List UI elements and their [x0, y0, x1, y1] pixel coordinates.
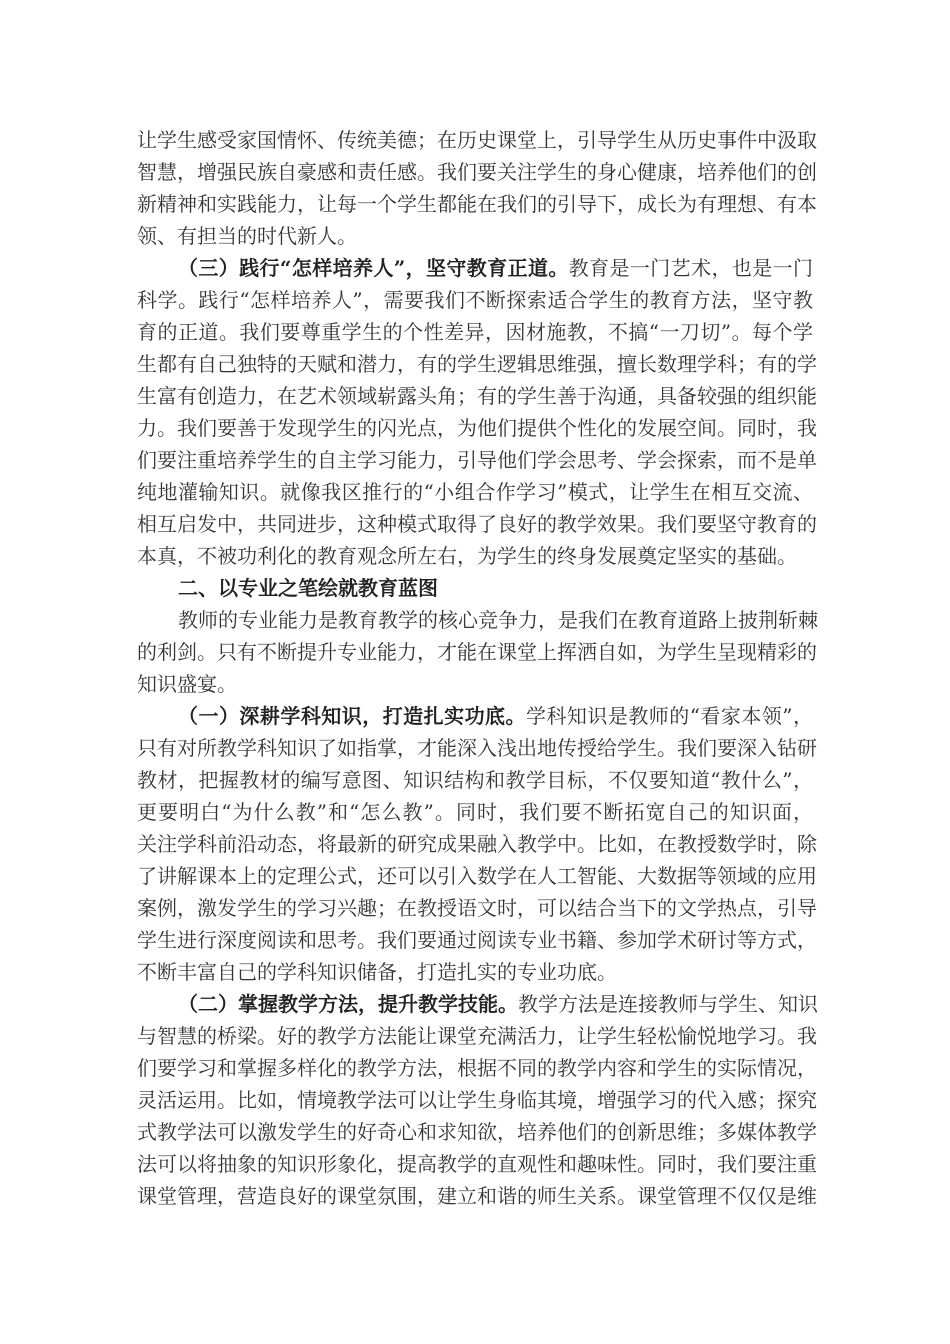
line-text: 力。我们要善于发现学生的闪光点，为他们提供个性化的发展空间。同时，我 — [137, 416, 817, 440]
paragraph — [137, 604, 818, 700]
text-line — [137, 156, 817, 188]
line-text: 学科知识是教师的“看家本领”， — [525, 704, 814, 728]
line-text: 新精神和实践能力，让每一个学生都能在我们的引导下，成长为有理想、有本 — [137, 192, 817, 216]
text-line — [137, 1020, 817, 1052]
line-text: 科学。践行“怎样培养人”，需要我们不断探索适合学生的教育方法，坚守教 — [137, 288, 813, 312]
line-text: 育的正道。我们要尊重学生的个性差异，因材施教，不搞“一刀切”。每个学 — [137, 320, 813, 344]
heading-text: 二、以专业之笔绘就教育蓝图 — [178, 576, 438, 600]
text-line — [137, 668, 813, 700]
line-text: 生富有创造力，在艺术领域崭露头角；有的学生善于沟通，具备较强的组织能 — [137, 384, 817, 408]
line-text: 相互启发中，共同进步，这种模式取得了良好的教学效果。我们要坚守教育的 — [137, 512, 817, 536]
line-text: 式教学法可以激发学生的好奇心和求知欲，培养他们的创新思维；多媒体教学 — [137, 1120, 817, 1144]
text-line — [137, 860, 817, 892]
section-heading — [137, 572, 813, 604]
text-line — [137, 1084, 817, 1116]
line-text: 教学方法是连接教师与学生、知识 — [518, 992, 818, 1016]
text-line — [137, 188, 817, 220]
line-text: 的利剑。只有不断提升专业能力，才能在课堂上挥洒自如，为学生呈现精彩的 — [137, 640, 817, 664]
text-line — [137, 956, 813, 988]
line-text: 关注学科前沿动态，将最新的研究成果融入教学中。比如，在教授数学时，除 — [137, 832, 817, 856]
line-text: 更要明白“为什么教”和“怎么教”。同时，我们要不断拓宽自己的知识面， — [137, 800, 813, 824]
line-text: 课堂管理，营造良好的课堂氛围，建立和谐的师生关系。课堂管理不仅仅是维 — [137, 1184, 817, 1208]
text-line — [137, 252, 813, 284]
line-text: 与智慧的桥梁。好的教学方法能让课堂充满活力，让学生轻松愉悦地学习。我 — [137, 1024, 817, 1048]
line-text: 只有对所教学科知识了如指掌，才能深入浅出地传授给学生。我们要深入钻研 — [137, 736, 817, 760]
bold-lead-in: （三）践行“怎样培养人”，坚守教育正道。 — [178, 256, 569, 280]
line-text: 案例，激发学生的学习兴趣；在教授语文时，可以结合当下的文学热点，引导 — [137, 896, 817, 920]
text-line — [137, 892, 817, 924]
line-text: 灵活运用。比如，情境教学法可以让学生身临其境，增强学习的代入感；探究 — [137, 1088, 817, 1112]
text-line — [137, 732, 817, 764]
text-line — [137, 1116, 817, 1148]
line-text: 生都有自己独特的天赋和潜力，有的学生逻辑思维强，擅长数理学科；有的学 — [137, 352, 817, 376]
line-text: 们要学习和掌握多样化的教学方法，根据不同的教学内容和学生的实际情况， — [137, 1056, 817, 1080]
text-line — [137, 412, 817, 444]
text-line — [137, 476, 813, 508]
line-text: 本真，不被功利化的教育观念所左右，为学生的终身发展奠定坚实的基础。 — [137, 544, 797, 568]
line-text: 纯地灌输知识。就像我区推行的“小组合作学习”模式，让学生在相互交流、 — [137, 480, 813, 504]
line-text: 让学生感受家国情怀、传统美德；在历史课堂上，引导学生从历史事件中汲取 — [137, 128, 817, 152]
text-line — [137, 380, 817, 412]
bold-lead-in: （二）掌握教学方法，提升教学技能。 — [178, 992, 518, 1016]
text-line — [137, 764, 813, 796]
text-line — [137, 796, 813, 828]
line-text: 知识盛宴。 — [137, 672, 237, 696]
text-line — [137, 1148, 817, 1180]
text-line — [137, 540, 813, 572]
text-line — [137, 604, 818, 636]
text-line — [137, 636, 817, 668]
line-text: 教师的专业能力是教育教学的核心竞争力，是我们在教育道路上披荆斩棘 — [178, 608, 818, 632]
text-line — [137, 508, 817, 540]
text-line — [137, 284, 813, 316]
line-text: 领、有担当的时代新人。 — [137, 224, 357, 248]
paragraph — [137, 124, 817, 252]
text-line — [137, 572, 813, 604]
text-line — [137, 988, 818, 1020]
text-line — [137, 444, 817, 476]
line-text: 们要注重培养学生的自主学习能力，引导他们学会思考、学会探索，而不是单 — [137, 448, 817, 472]
line-text: 法可以将抽象的知识形象化，提高教学的直观性和趣味性。同时，我们要注重 — [137, 1152, 817, 1176]
line-text: 了讲解课本上的定理公式，还可以引入数学在人工智能、大数据等领域的应用 — [137, 864, 817, 888]
text-line — [137, 700, 813, 732]
text-line — [137, 924, 817, 956]
line-text: 学生进行深度阅读和思考。我们要通过阅读专业书籍、参加学术研讨等方式， — [137, 928, 817, 952]
line-text: 智慧，增强民族自豪感和责任感。我们要关注学生的身心健康，培养他们的创 — [137, 160, 817, 184]
document-page — [137, 124, 818, 1212]
text-line — [137, 828, 817, 860]
text-line — [137, 1180, 817, 1212]
text-line — [137, 1052, 817, 1084]
text-line — [137, 220, 813, 252]
line-text: 不断丰富自己的学科知识储备，打造扎实的专业功底。 — [137, 960, 617, 984]
paragraph — [137, 252, 817, 572]
line-text: 教材，把握教材的编写意图、知识结构和教学目标，不仅要知道“教什么”， — [137, 768, 813, 792]
paragraph — [137, 988, 818, 1212]
paragraph — [137, 700, 817, 988]
text-line — [137, 316, 813, 348]
bold-lead-in: （一）深耕学科知识，打造扎实功底。 — [178, 704, 526, 728]
text-line — [137, 124, 817, 156]
text-line — [137, 348, 817, 380]
line-text: 教育是一门艺术，也是一门 — [568, 256, 814, 280]
